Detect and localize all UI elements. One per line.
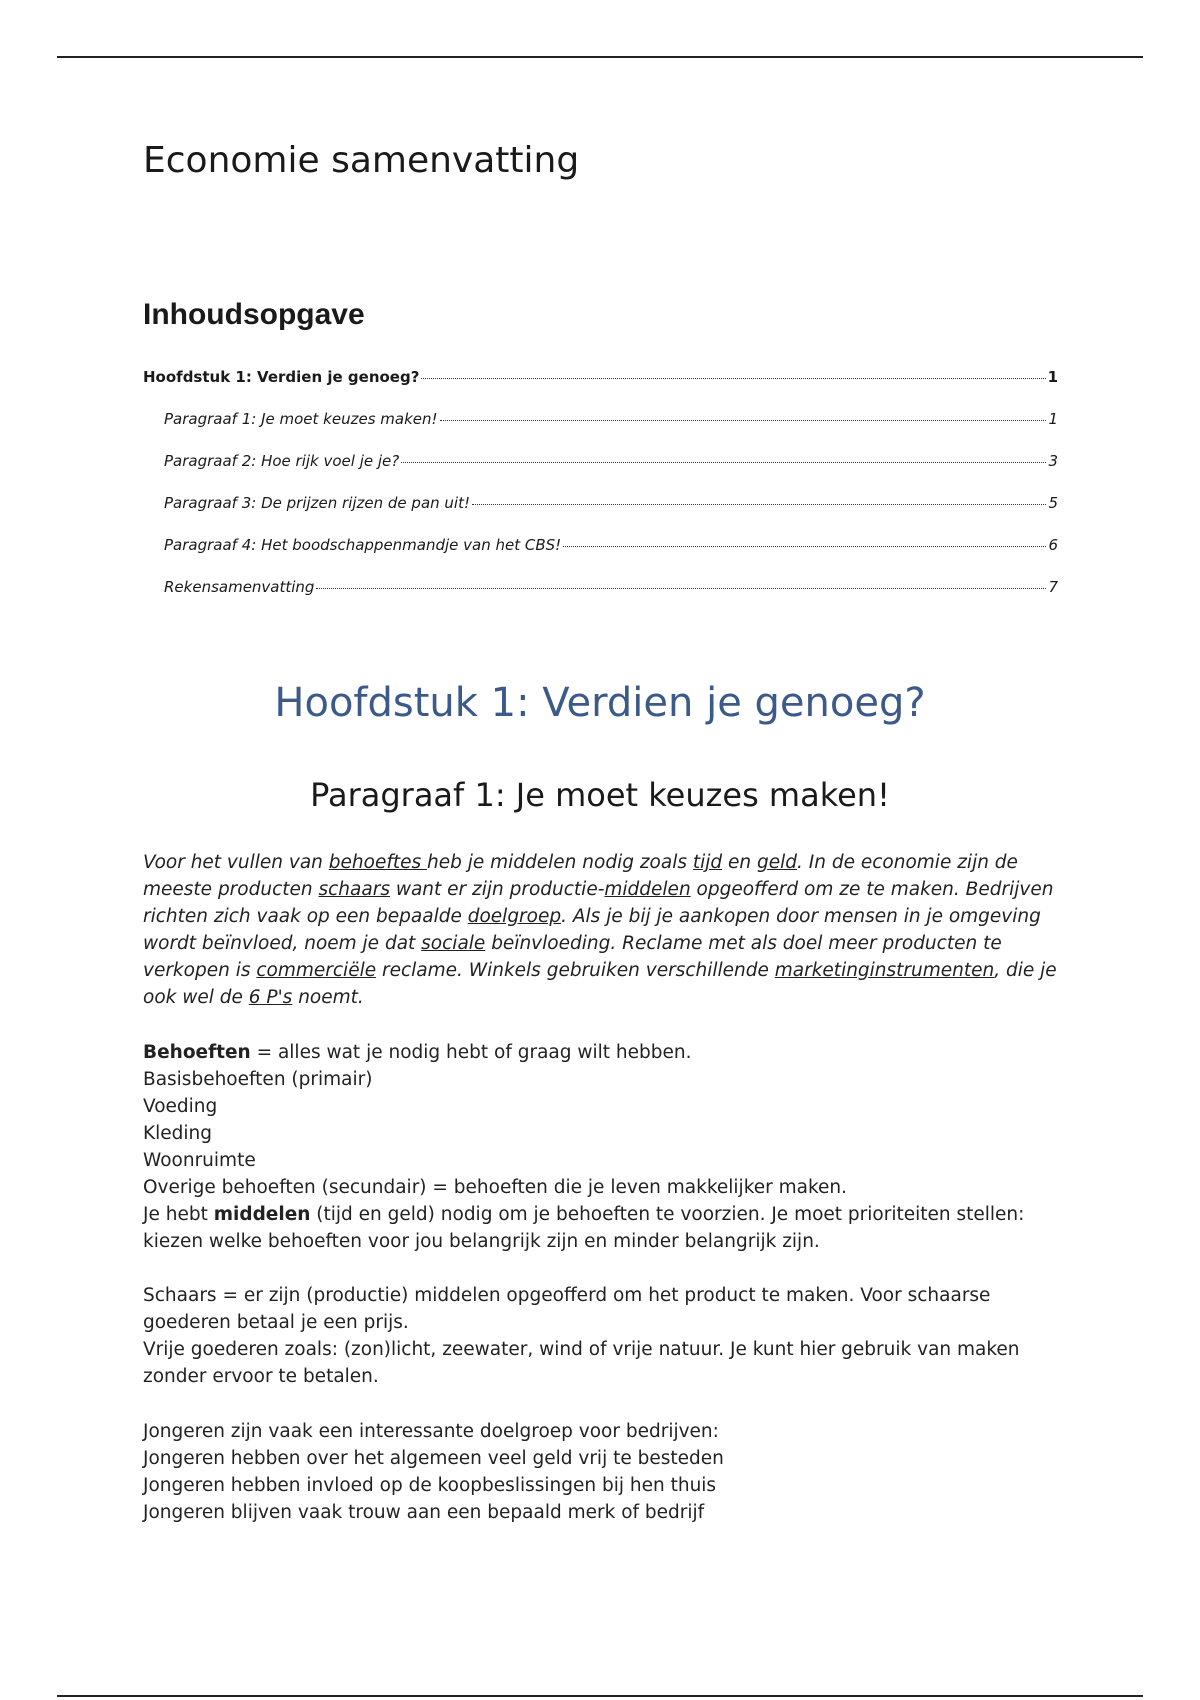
toc-dot-leader <box>563 546 1046 547</box>
toc-entry-paragraaf-3[interactable] <box>143 494 1058 536</box>
toc-entry-label: Paragraaf 2: Hoe rijk voel je je? <box>164 452 400 470</box>
middelen-term: middelen <box>213 1204 311 1225</box>
toc-dot-leader <box>316 588 1046 589</box>
toc-entry-label: Paragraaf 4: Het boodschappenmandje van het CBS! <box>164 536 562 554</box>
toc-entry-label: Rekensamenvatting <box>164 578 315 596</box>
underlined-term: geld <box>757 852 798 873</box>
overige-behoeften-line: Overige behoeften (secundair) = behoeften die je leven makkelijker maken. <box>143 1177 848 1198</box>
intro-text: beïnvloeding. Reclame met als doel meer producten te verkopen is <box>143 933 1002 981</box>
intro-text: want er zijn productie- <box>389 879 605 900</box>
underlined-term: middelen <box>604 879 691 900</box>
intro-text: opgeofferd om ze te maken. Bedrijven richten zich vaak op een bepaalde <box>143 879 1054 927</box>
schaars-definition: Schaars = er zijn (productie) middelen opgeofferd om het product te maken. Voor schaarse goederen betaal je een prijs. <box>143 1285 991 1333</box>
toc-entry-page: 1 <box>1048 410 1058 428</box>
toc-entry-label: Paragraaf 3: De prijzen rijzen de pan uit! <box>164 494 470 512</box>
toc-dot-leader <box>472 504 1046 505</box>
jongeren-intro: Jongeren zijn vaak een interessante doelgroep voor bedrijven: <box>143 1421 719 1442</box>
jongeren-section <box>143 1418 1073 1526</box>
list-item: Jongeren hebben invloed op de koopbeslissingen bij hen thuis <box>143 1475 717 1496</box>
underlined-term: tijd <box>692 852 723 873</box>
underlined-term: doelgroep <box>467 906 562 927</box>
list-item: Woonruimte <box>143 1150 256 1171</box>
underlined-term: commerciële <box>256 960 377 981</box>
underlined-term: behoeftes <box>328 852 427 873</box>
schaars-section <box>143 1282 1073 1390</box>
list-item: Jongeren blijven vaak trouw aan een bepaald merk of bedrijf <box>143 1502 705 1523</box>
toc-dot-leader <box>440 420 1047 421</box>
toc-dot-leader <box>401 462 1046 463</box>
behoeften-term: Behoeften <box>143 1042 251 1063</box>
intro-text: Voor het vullen van <box>143 852 329 873</box>
toc-entry-chapter-1[interactable] <box>143 368 1058 410</box>
list-item: Jongeren hebben over het algemeen veel geld vrij te besteden <box>143 1448 724 1469</box>
middelen-text: (tijd en geld) nodig om je behoeften te voorzien. Je moet prioriteiten stellen: kiezen welke behoeften voor jou belangrijk zijn en minder belangrijk zijn. <box>143 1204 1025 1252</box>
bottom-rule <box>57 1695 1143 1697</box>
basisbehoeften-line: Basisbehoeften (primair) <box>143 1069 373 1090</box>
top-rule <box>57 56 1143 58</box>
intro-text: . In de economie zijn de meeste producten <box>143 852 1018 900</box>
toc-entry-page: 3 <box>1048 452 1058 470</box>
intro-text: noemt. <box>292 987 364 1008</box>
toc-heading: Inhoudsopgave <box>143 298 365 331</box>
vrije-goederen-line: Vrije goederen zoals: (zon)licht, zeewater, wind of vrije natuur. Je kunt hier gebruik van maken zonder ervoor te betalen. <box>143 1339 1020 1387</box>
underlined-term: sociale <box>421 933 486 954</box>
intro-text: . Als je bij je aankopen door mensen in je omgeving wordt beïnvloed, noem je dat <box>143 906 1041 954</box>
toc-entry-paragraaf-4[interactable] <box>143 536 1058 578</box>
toc-entry-page: 7 <box>1048 578 1058 596</box>
toc-entry-label: Paragraaf 1: Je moet keuzes maken! <box>164 410 438 428</box>
chapter-heading: Hoofdstuk 1: Verdien je genoeg? <box>274 680 926 726</box>
toc-entry-page: 5 <box>1048 494 1058 512</box>
middelen-paragraph <box>143 1201 1073 1255</box>
underlined-term: marketinginstrumenten <box>774 960 995 981</box>
toc-entry-paragraaf-1[interactable] <box>143 410 1058 452</box>
intro-text: en <box>722 852 758 873</box>
list-item: Voeding <box>143 1096 218 1117</box>
paragraph-heading: Paragraaf 1: Je moet keuzes maken! <box>310 776 890 814</box>
toc-entry-label: Hoofdstuk 1: Verdien je genoeg? <box>143 368 420 386</box>
toc-dot-leader <box>421 378 1045 379</box>
behoeften-definition-text: = alles wat je nodig hebt of graag wilt hebben. <box>250 1042 692 1063</box>
behoeften-section <box>143 1039 1073 1255</box>
behoeften-definition <box>143 1039 1073 1066</box>
document-title: Economie samenvatting <box>143 140 580 181</box>
underlined-term: schaars <box>318 879 390 900</box>
intro-paragraph <box>143 849 1063 1011</box>
list-item: Kleding <box>143 1123 213 1144</box>
intro-text: heb je middelen nodig zoals <box>427 852 693 873</box>
underlined-term: 6 P's <box>248 987 293 1008</box>
middelen-text: Je hebt <box>143 1204 214 1225</box>
toc-entry-rekensamenvatting[interactable] <box>143 578 1058 620</box>
toc-entry-paragraaf-2[interactable] <box>143 452 1058 494</box>
intro-text: reclame. Winkels gebruiken verschillende <box>376 960 775 981</box>
intro-text: , die je ook wel de <box>143 960 1057 1008</box>
table-of-contents <box>143 368 1058 620</box>
toc-entry-page: 6 <box>1048 536 1058 554</box>
toc-entry-page: 1 <box>1047 368 1058 386</box>
